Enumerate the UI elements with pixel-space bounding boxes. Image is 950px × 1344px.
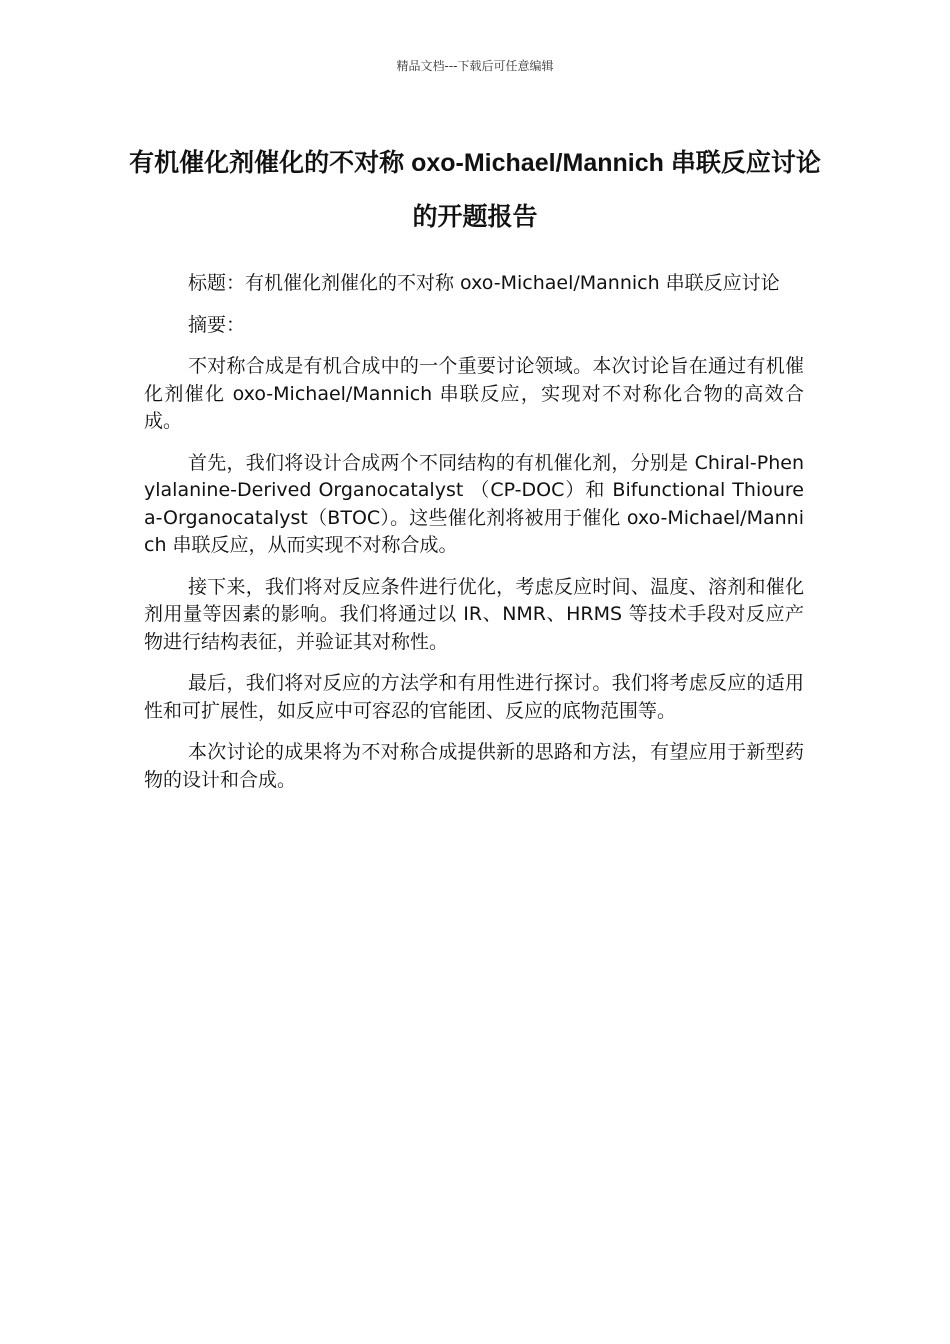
document-body [144, 270, 804, 808]
paragraph-catalysts: 首先，我们将设计合成两个不同结构的有机催化剂，分别是 Chiral-Phenylalanine-Derived Organocatalyst （CP-DOC）和 Bifunctional Thiourea-Organocatalyst（BTOC）。这些催化剂将被用于催化 oxo-Michael/Mannich 串联反应，从而实现不对称合成。 [144, 451, 804, 556]
paragraph-methodology: 最后，我们将对反应的方法学和有用性进行探讨。我们将考虑反应的适用性和可扩展性，如反应中可容忍的官能团、反应的底物范围等。 [144, 672, 804, 722]
paragraph-intro: 不对称合成是有机合成中的一个重要讨论领域。本次讨论旨在通过有机催化剂催化 oxo-Michael/Mannich 串联反应，实现对不对称化合物的高效合成。 [144, 355, 804, 432]
paragraph-topic: 标题：有机催化剂催化的不对称 oxo-Michael/Mannich 串联反应讨论 [188, 272, 780, 294]
paragraph-outcome: 本次讨论的成果将为不对称合成提供新的思路和方法，有望应用于新型药物的设计和合成。 [144, 741, 804, 791]
header-note: 精品文档---下载后可任意编辑 [396, 59, 554, 73]
paragraph-abstract-heading: 摘要： [188, 313, 246, 336]
paragraph-optimization: 接下来，我们将对反应条件进行优化，考虑反应时间、温度、溶剂和催化剂用量等因素的影响。我们将通过以 IR、NMR、HRMS 等技术手段对反应产物进行结构表征，并验证其对称性。 [144, 575, 804, 653]
document-title: 有机催化剂催化的不对称 oxo-Michael/Mannich 串联反应讨论的开题报告 [129, 149, 821, 231]
